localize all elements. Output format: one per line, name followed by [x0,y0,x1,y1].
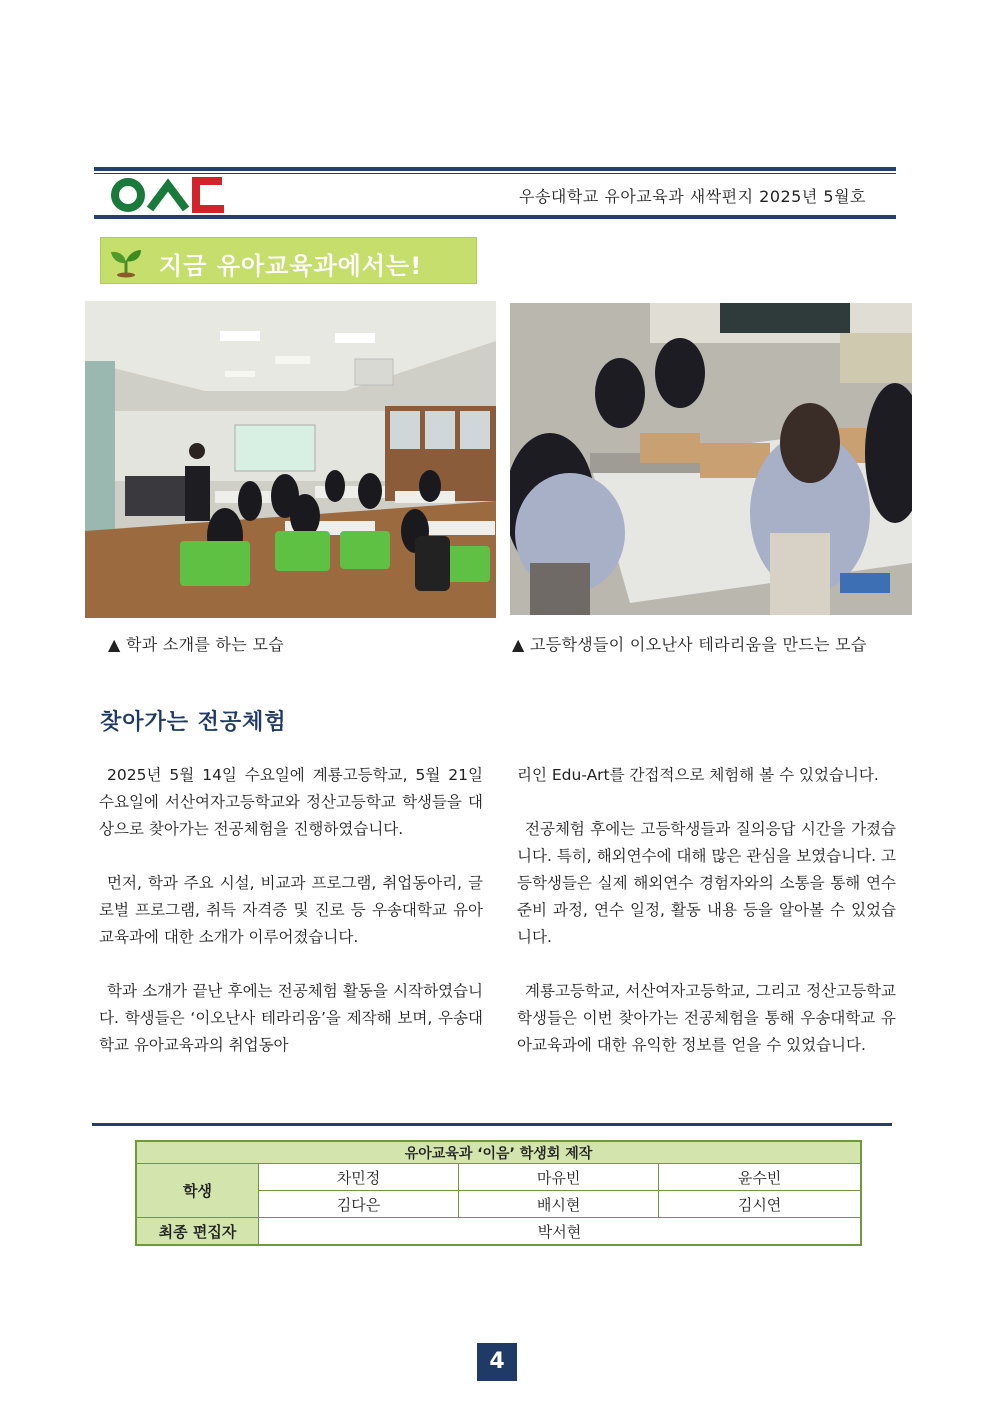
banner-text: 지금 유아교육과에서는! [159,252,423,280]
sprout-icon [109,244,143,278]
students-label: 학생 [136,1164,259,1218]
article-heading: 찾아가는 전공체험 [100,710,287,735]
article-column-right [517,762,896,1086]
article-paragraph: 학과 소개가 끝난 후에는 전공체험 활동을 시작하였습니다. 학생들은 ‘이오난사 테라리움’을 제작해 보며, 우송대학교 유아교육과의 취업동아 [99,982,483,1054]
footer-rule [92,1123,892,1126]
photo-terrarium-activity [510,303,912,615]
credits-title: 유아교육과 ‘이음’ 학생회 제작 [136,1141,861,1164]
article-column-left [99,762,483,1086]
editor-label: 최종 편집자 [136,1218,259,1246]
article-paragraph: 리인 Edu-Art를 간접적으로 체험해 볼 수 있었습니다. [517,766,879,784]
student-name: 마유빈 [459,1164,659,1191]
student-name: 배시현 [459,1191,659,1218]
student-name: 윤수빈 [659,1164,861,1191]
header-top-rule [94,167,896,171]
section-banner [100,237,477,284]
page-number: 4 [477,1343,517,1381]
student-name: 김시연 [659,1191,861,1218]
photo-department-introduction [85,301,496,618]
header-bottom-rule [94,215,896,219]
header-thin-rule [94,173,896,174]
department-logo [110,177,228,213]
editor-name: 박서현 [259,1218,862,1246]
student-name: 차민정 [259,1164,459,1191]
article-paragraph: 2025년 5월 14일 수요일에 계룡고등학교, 5월 21일 수요일에 서산여자고등학교와 정산고등학교 학생들을 대상으로 찾아가는 전공체험을 진행하였습니다. [99,766,483,838]
article-paragraph: 계룡고등학교, 서산여자고등학교, 그리고 정산고등학교 학생들은 이번 찾아가는 전공체험을 통해 우송대학교 유아교육과에 대한 유익한 정보를 얻을 수 있었습니다. [517,982,896,1054]
photo-caption: ▲ 학과 소개를 하는 모습 [108,635,284,654]
article-paragraph: 전공체험 후에는 고등학생들과 질의응답 시간을 가졌습니다. 특히, 해외연수에 대해 많은 관심을 보였습니다. 고등학생들은 실제 해외연수 경험자와의 소통을 통해 연수 준비 과정, 연수 일정, 활동 내용 등을 알아볼 수 있었습니다. [517,820,896,946]
newsletter-title: 우송대학교 유아교육과 새싹편지 2025년 5월호 [519,187,866,206]
student-name: 김다은 [259,1191,459,1218]
credits-table [135,1140,862,1246]
photo-caption: ▲ 고등학생들이 이오난사 테라리움을 만드는 모습 [512,635,867,654]
article-paragraph: 먼저, 학과 주요 시설, 비교과 프로그램, 취업동아리, 글로벌 프로그램, 취득 자격증 및 진로 등 우송대학교 유아교육과에 대한 소개가 이루어졌습니다. [99,874,483,946]
